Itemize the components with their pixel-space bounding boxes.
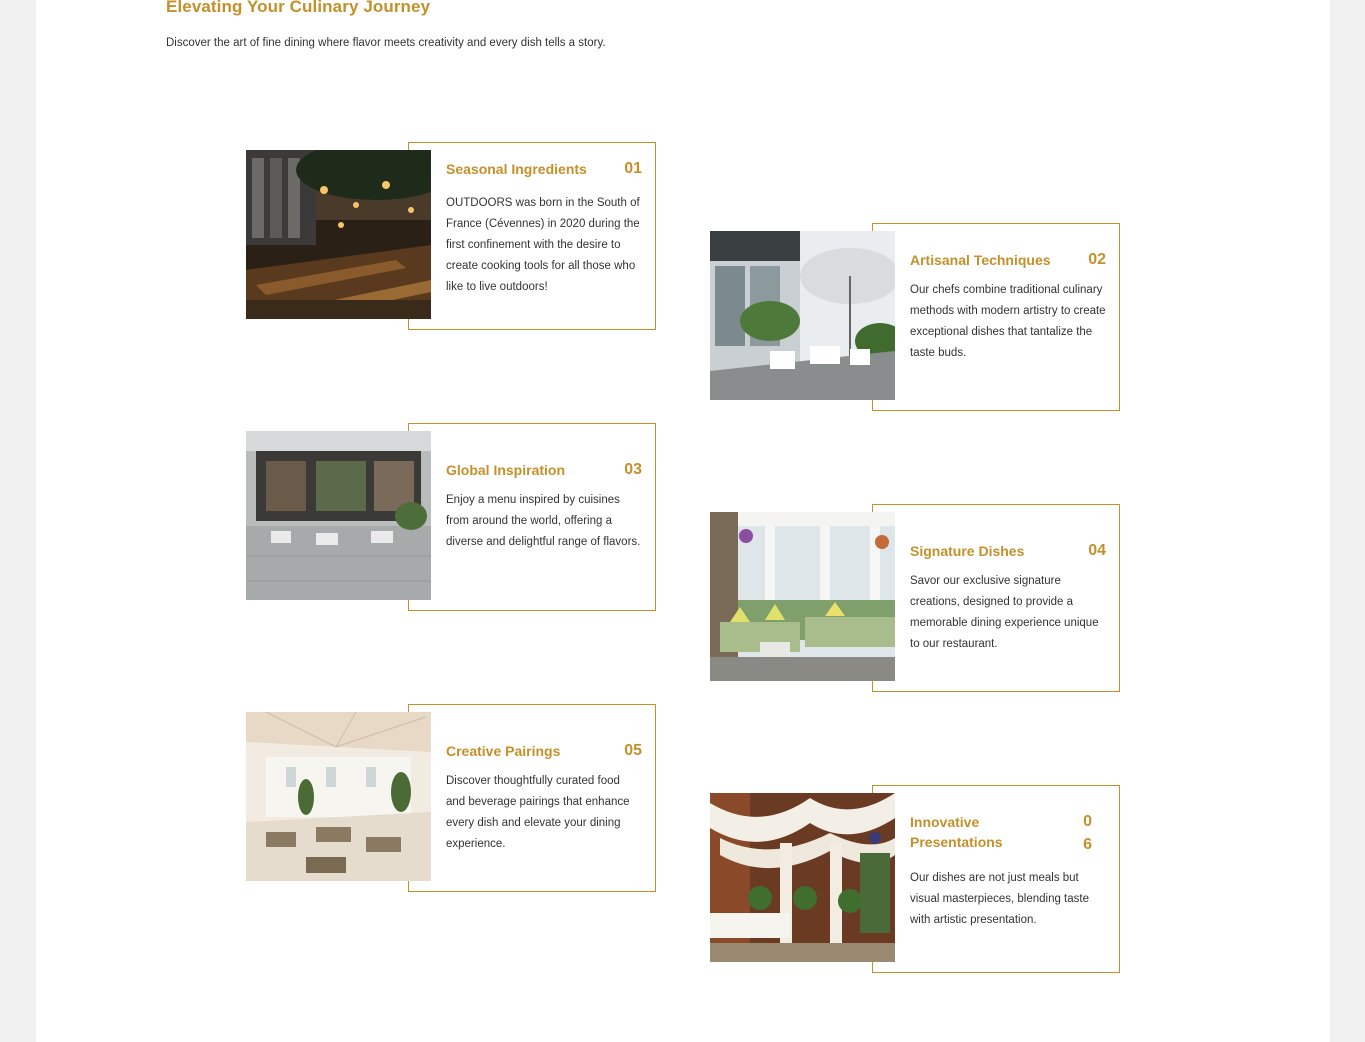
card-photo-night-terrace [246, 150, 431, 319]
page [36, 0, 1330, 1042]
card-description: Our dishes are not just meals but visual masterpieces, blending taste with artistic presentation. [910, 872, 1089, 926]
card-description: Savor our exclusive signature creations, designed to provide a memorable dining experience unique to our restaurant. [910, 575, 1099, 650]
card-description: Our chefs combine traditional culinary methods with modern artistry to create exceptional dishes that tantalize the taste buds. [910, 284, 1106, 359]
feature-card-creative-pairings [246, 704, 656, 892]
feature-card-innovative-presentations [710, 785, 1120, 973]
card-photo-courtyard [246, 431, 431, 600]
card-frame [872, 504, 1120, 692]
card-photo-draped-pergola [710, 793, 895, 962]
card-number: 03 [624, 461, 642, 478]
feature-card-global-inspiration [246, 423, 656, 611]
feature-card-seasonal-ingredients [246, 142, 656, 330]
card-title: Creative Pairings [446, 743, 561, 759]
card-number: 04 [1088, 542, 1106, 559]
card-number: 01 [624, 160, 642, 177]
card-frame [872, 785, 1120, 973]
card-title: Seasonal Ingredients [446, 161, 587, 177]
card-number: 05 [624, 742, 642, 759]
card-frame [408, 423, 656, 611]
card-number: 02 [1088, 251, 1106, 268]
feature-card-signature-dishes [710, 504, 1120, 692]
card-description: OUTDOORS was born in the South of France (Cévennes) in 2020 during the first confinement with the desire to create cooking tools for all those who like to live outdoors! [446, 197, 640, 293]
card-title: Innovative Presentations [910, 814, 1003, 850]
card-description: Discover thoughtfully curated food and beverage pairings that enhance every dish and elevate your dining experience. [446, 775, 630, 850]
card-frame [872, 223, 1120, 411]
card-title: Global Inspiration [446, 462, 566, 478]
card-photo-umbrella-patio [246, 712, 431, 881]
card-number: 06 [1083, 813, 1092, 853]
card-title: Artisanal Techniques [910, 252, 1051, 268]
feature-card-artisanal-techniques [710, 223, 1120, 411]
section-heading: Elevating Your Culinary Journey [166, 0, 431, 16]
card-description: Enjoy a menu inspired by cuisines from around the world, offering a diverse and delightful range of flavors. [446, 494, 641, 548]
card-frame [408, 142, 656, 330]
card-header [910, 812, 1106, 856]
section-intro: Discover the art of fine dining where flavor meets creativity and every dish tells a story. [166, 37, 606, 49]
card-photo-lounge [710, 512, 895, 681]
card-frame [408, 704, 656, 892]
card-title: Signature Dishes [910, 543, 1025, 559]
card-photo-white-terrace [710, 231, 895, 400]
